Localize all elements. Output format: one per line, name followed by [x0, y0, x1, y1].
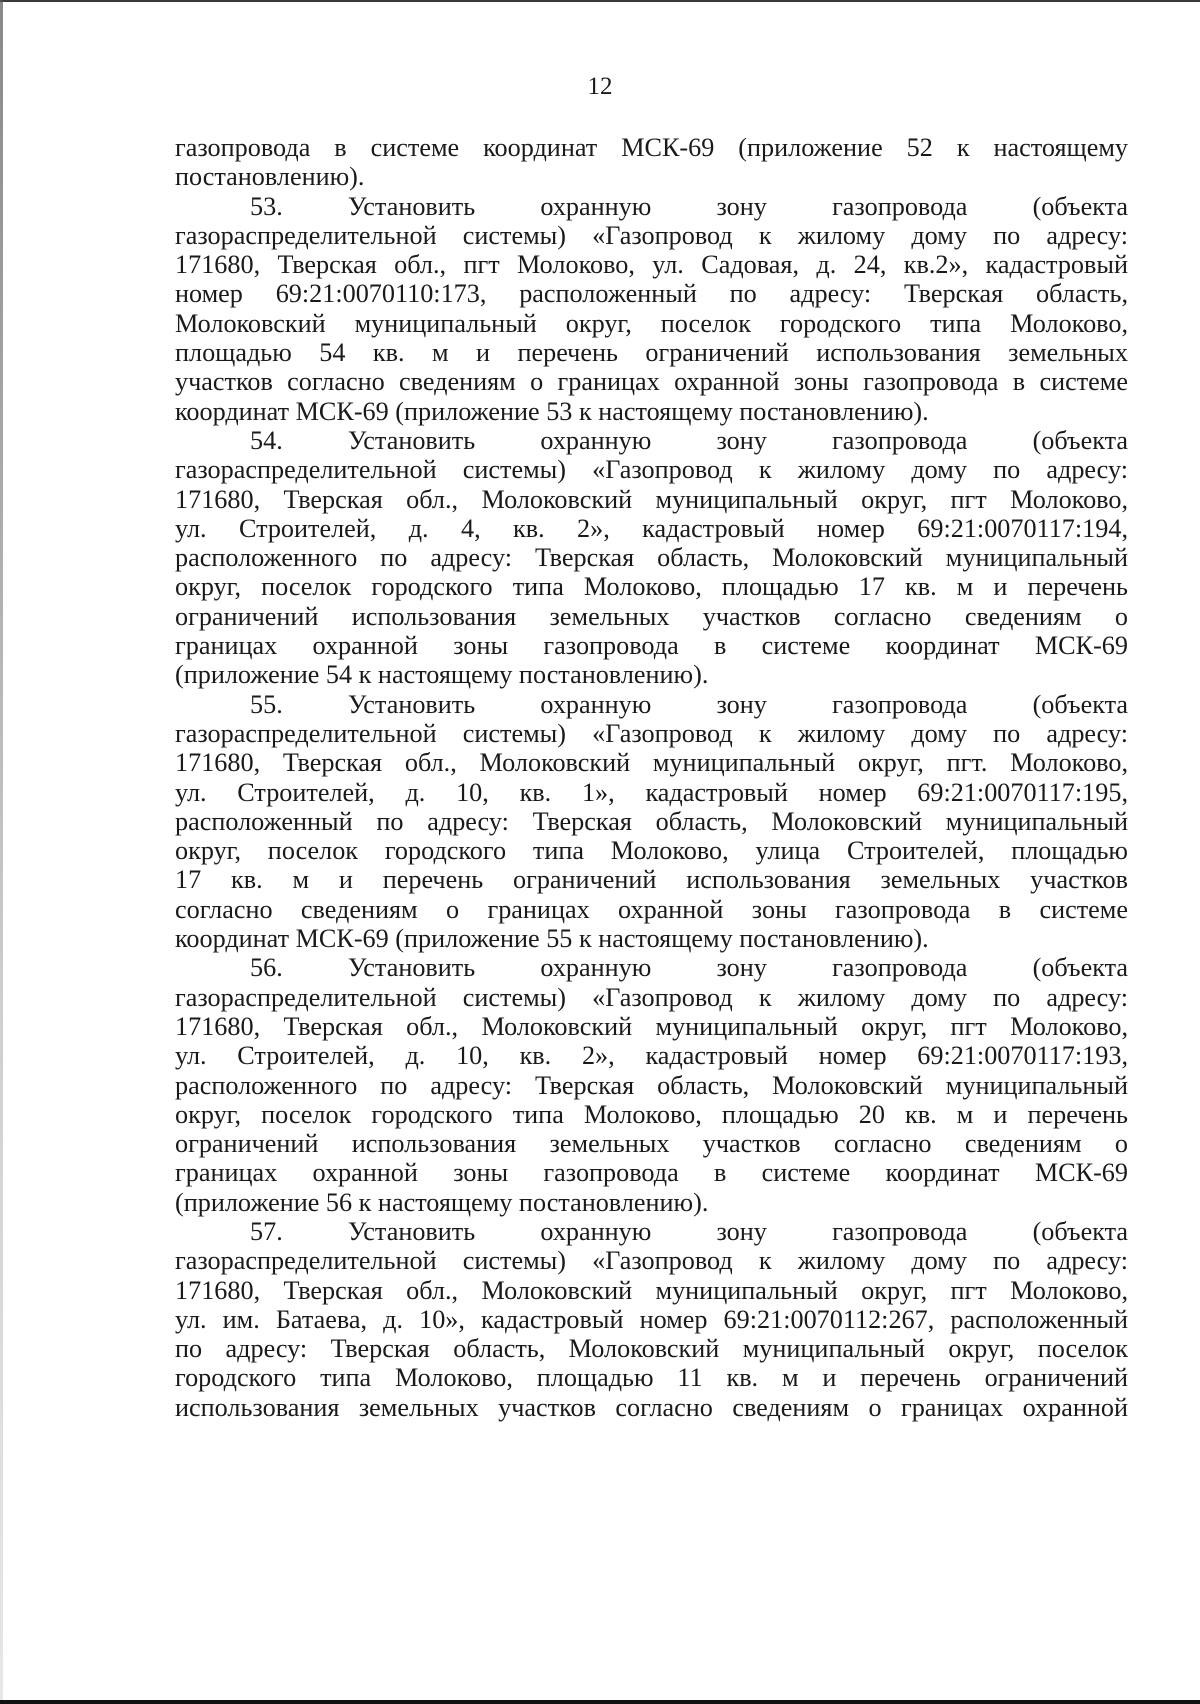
text-line: ул. Строителей, д. 10, кв. 1», кадастровый номер 69:21:0070117:195, — [175, 777, 1128, 807]
text-line: газопровода в системе координат МСК-69 (приложение 52 к настоящему — [175, 133, 1128, 162]
text-line: согласно сведениям о границах охранной зоны газопровода в системе — [175, 894, 1128, 924]
text-line: ограничений использования земельных участков согласно сведениям о — [175, 1129, 1128, 1159]
text-line: использования земельных участков согласно сведениям о границах охранной — [175, 1392, 1128, 1422]
text-line: газораспределительной системы) «Газопровод к жилому дому по адресу: — [175, 220, 1128, 250]
text-line: 171680, Тверская обл., Молоковский муниципальный округ, пгт. Молоково, — [175, 748, 1128, 778]
text-line: площадью 54 кв. м и перечень ограничений использования земельных — [175, 338, 1128, 368]
page-number: 12 — [587, 73, 613, 100]
text-line: (приложение 56 к настоящему постановлению). — [175, 1187, 709, 1217]
text-line: 56. Установить охранную зону газопровода (объекта — [250, 953, 1128, 983]
paragraph-continuation-52 — [175, 133, 1128, 192]
text-line: границах охранной зоны газопровода в системе координат МСК-69 — [175, 631, 1128, 661]
text-line: 53. Установить охранную зону газопровода (объекта — [250, 191, 1128, 221]
text-line: округ, поселок городского типа Молоково, площадью 20 кв. м и перечень — [175, 1099, 1128, 1129]
text-line: 54. Установить охранную зону газопровода (объекта — [250, 425, 1128, 455]
text-line: границах охранной зоны газопровода в системе координат МСК-69 — [175, 1158, 1128, 1188]
text-line: координат МСК-69 (приложение 53 к настоящему постановлению). — [175, 396, 929, 426]
scan-edge-top — [0, 0, 1200, 2]
text-line: 171680, Тверская обл., Молоковский муниципальный округ, пгт Молоково, — [175, 484, 1128, 514]
text-line: городского типа Молоково, площадью 11 кв. м и перечень ограничений — [175, 1363, 1128, 1393]
text-line: округ, поселок городского типа Молоково, улица Строителей, площадью — [175, 836, 1128, 866]
paragraph-item-54 — [175, 426, 1128, 690]
text-line: 171680, Тверская обл., Молоковский муниципальный округ, пгт Молоково, — [175, 1275, 1128, 1305]
text-line: координат МСК-69 (приложение 55 к настоящему постановлению). — [175, 924, 929, 954]
text-line: постановлению). — [175, 162, 365, 192]
text-line: ул. Строителей, д. 4, кв. 2», кадастровый номер 69:21:0070117:194, — [175, 513, 1128, 543]
text-line: Молоковский муниципальный округ, поселок городского типа Молоково, — [175, 308, 1128, 338]
text-line: газораспределительной системы) «Газопровод к жилому дому по адресу: — [175, 982, 1128, 1012]
text-line: по адресу: Тверская область, Молоковский муниципальный округ, поселок — [175, 1334, 1128, 1364]
text-line: округ, поселок городского типа Молоково, площадью 17 кв. м и перечень — [175, 572, 1128, 602]
text-line: расположенный по адресу: Тверская область, Молоковский муниципальный — [175, 806, 1128, 836]
text-line: 171680, Тверская обл., пгт Молоково, ул. Садовая, д. 24, кв.2», кадастровый — [175, 250, 1128, 280]
text-line: расположенного по адресу: Тверская область, Молоковский муниципальный — [175, 1070, 1128, 1100]
scan-edge-bottom — [0, 1700, 1200, 1704]
paragraph-item-56 — [175, 953, 1128, 1217]
paragraph-item-57 — [175, 1217, 1128, 1422]
text-line: газораспределительной системы) «Газопровод к жилому дому по адресу: — [175, 1246, 1128, 1276]
text-line: ул. им. Батаева, д. 10», кадастровый номер 69:21:0070112:267, расположенный — [175, 1304, 1128, 1334]
text-line: 55. Установить охранную зону газопровода (объекта — [250, 689, 1128, 719]
text-line: газораспределительной системы) «Газопровод к жилому дому по адресу: — [175, 718, 1128, 748]
scan-edge-left — [0, 0, 3, 1704]
text-line: расположенного по адресу: Тверская область, Молоковский муниципальный — [175, 543, 1128, 573]
text-line: 57. Установить охранную зону газопровода (объекта — [250, 1216, 1128, 1246]
text-line: ул. Строителей, д. 10, кв. 2», кадастровый номер 69:21:0070117:193, — [175, 1041, 1128, 1071]
text-line: газораспределительной системы) «Газопровод к жилому дому по адресу: — [175, 455, 1128, 485]
paragraph-item-53 — [175, 192, 1128, 426]
paragraph-item-55 — [175, 690, 1128, 954]
text-line: (приложение 54 к настоящему постановлению). — [175, 660, 709, 690]
text-line: номер 69:21:0070110:173, расположенный по адресу: Тверская область, — [175, 279, 1128, 309]
text-line: 171680, Тверская обл., Молоковский муниципальный округ, пгт Молоково, — [175, 1011, 1128, 1041]
text-line: 17 кв. м и перечень ограничений использования земельных участков — [175, 865, 1128, 895]
text-line: участков согласно сведениям о границах охранной зоны газопровода в системе — [175, 367, 1128, 397]
text-line: ограничений использования земельных участков согласно сведениям о — [175, 601, 1128, 631]
document-body — [175, 133, 1128, 1422]
